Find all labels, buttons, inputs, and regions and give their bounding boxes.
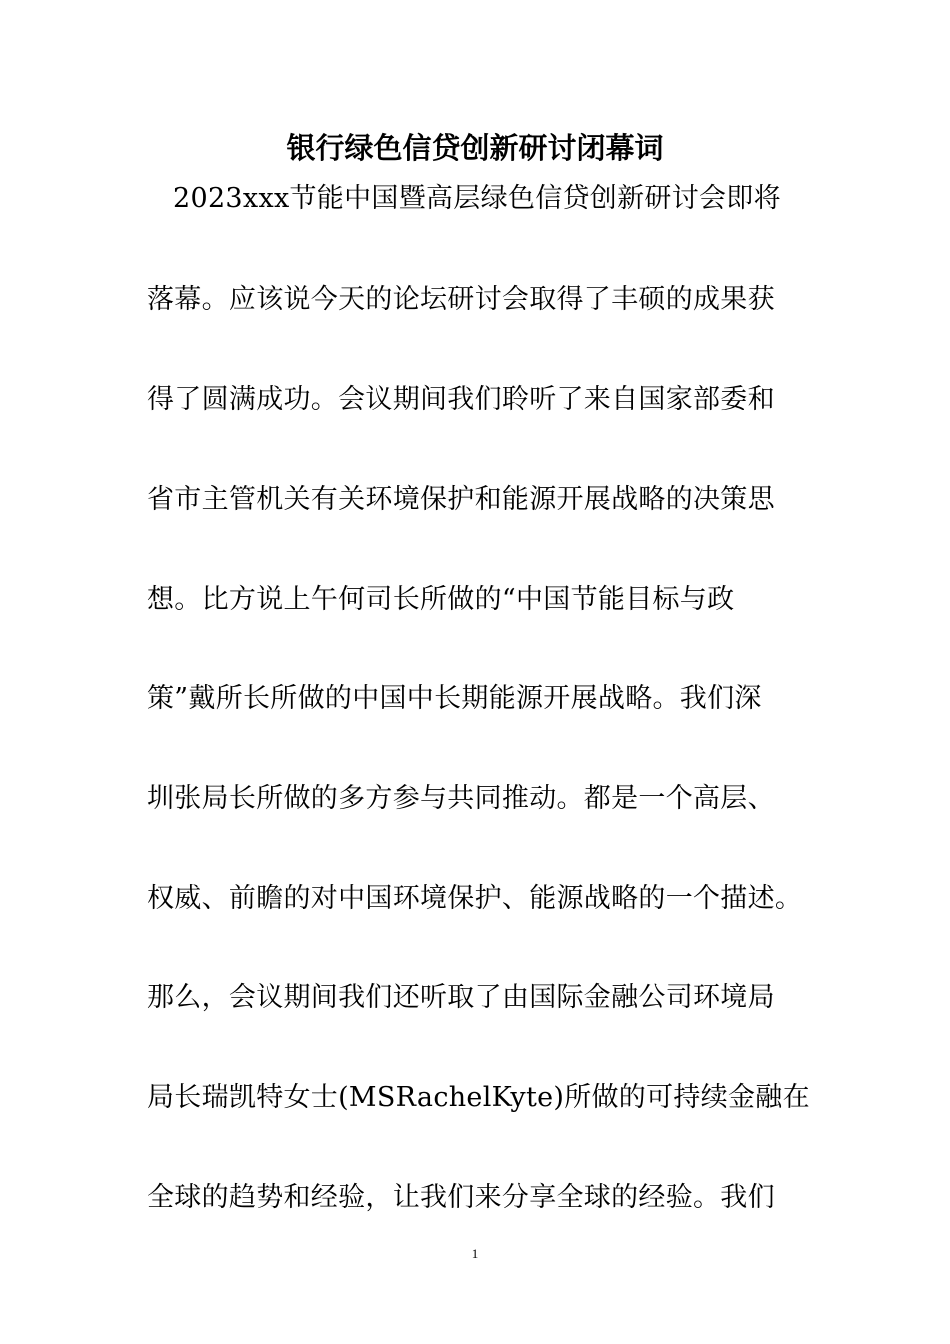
paragraph-line-3: 得了圆满成功。会议期间我们聆听了来自国家部委和 (147, 384, 775, 415)
paragraph-line-9: 那么，会议期间我们还听取了由国际金融公司环境局 (147, 982, 775, 1013)
paragraph-line-8: 权威、前瞻的对中国环境保护、能源战略的一个描述。 (147, 883, 803, 914)
paragraph-line-2: 落幕。应该说今天的论坛研讨会取得了丰硕的成果获 (147, 284, 775, 315)
paragraph-line-1: 2023xxx节能中国暨高层绿色信贷创新研讨会即将 (173, 183, 781, 214)
page-number: 1 (471, 1246, 479, 1261)
paragraph-line-5: 想。比方说上午何司长所做的“中国节能目标与政 (147, 584, 735, 615)
paragraph-line-10: 局长瑞凯特女士(MSRachelKyte)所做的可持续金融在 (147, 1082, 810, 1113)
paragraph-line-4: 省市主管机关有关环境保护和能源开展战略的决策思 (147, 484, 775, 515)
paragraph-line-11: 全球的趋势和经验，让我们来分享全球的经验。我们 (147, 1182, 775, 1213)
paragraph-line-6: 策”戴所长所做的中国中长期能源开展战略。我们深 (147, 683, 762, 714)
document-title: 银行绿色信贷创新研讨闭幕词 (286, 131, 664, 165)
paragraph-line-7: 圳张局长所做的多方参与共同推动。都是一个高层、 (147, 783, 775, 814)
